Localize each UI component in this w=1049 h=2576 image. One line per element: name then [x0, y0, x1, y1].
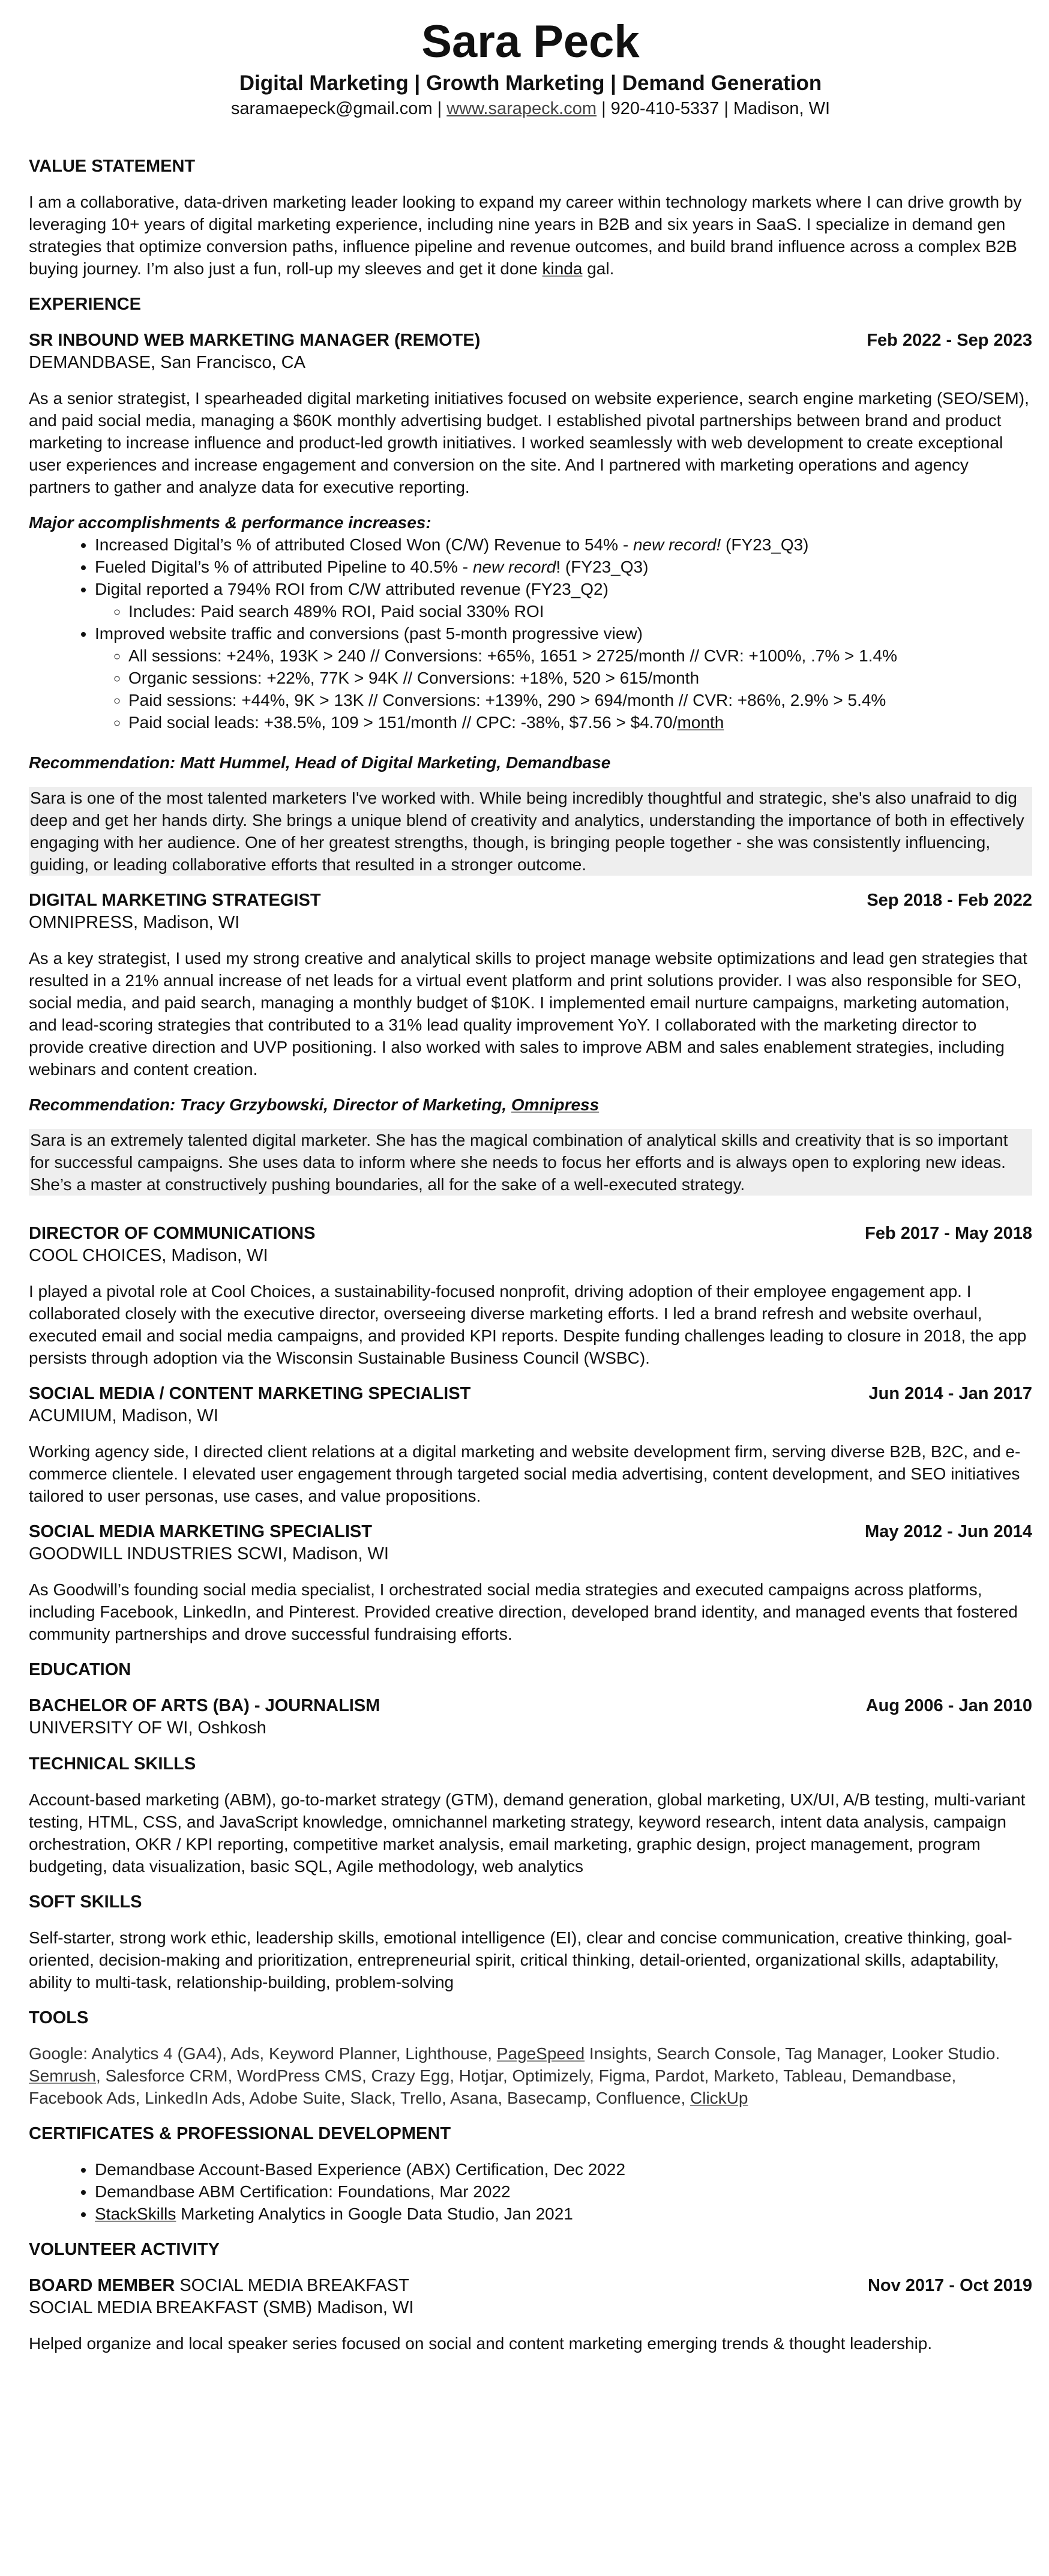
- volunteer-header: [29, 2274, 1032, 2297]
- value-statement-text: I am a collaborative, data-driven marketing leader looking to expand my career within technology markets where I can drive growth by leveraging 10+ years of digital marketing experience, including nine years in B2B and six years in SaaS. I specialize in demand gen strategies that optimize conversion paths, influence pipeline and revenue outcomes, and build brand influence across a complex B2B buying journey. I’m also just a fun, roll-up my sleeves and get it done kinda gal.: [29, 193, 1022, 278]
- job-title: DIGITAL MARKETING STRATEGIST: [29, 891, 321, 910]
- technical-skills-text: Account-based marketing (ABM), go-to-market strategy (GTM), demand generation, global marketing, UX/UI, A/B testing, multi-variant testing, HTML, CSS, and JavaScript knowledge, omnichannel marketing strategy, keyword research, intent data analysis, campaign orchestration, OKR / KPI reporting, competitive market analysis, email marketing, graphic design, project management, program budgeting, data visualization, basic SQL, Agile methodology, web analytics: [29, 1790, 1026, 1876]
- job-dates: Feb 2022 - Sep 2023: [867, 331, 1032, 350]
- resume-page: [29, 17, 1032, 2355]
- headline-tagline: Digital Marketing | Growth Marketing | Demand Generation: [239, 71, 822, 95]
- volunteer-heading: VOLUNTEER ACTIVITY: [29, 2240, 220, 2259]
- soft-skills-heading: SOFT SKILLS: [29, 1892, 142, 1912]
- job-dates: May 2012 - Jun 2014: [865, 1522, 1032, 1541]
- job-dates: Jun 2014 - Jan 2017: [868, 1384, 1032, 1403]
- certificates-list: [29, 2158, 1032, 2225]
- list-item: • Digital reported a 794% ROI from C/W attributed revenue (FY23_Q2) ◦ Includes: Paid search 489% ROI, Paid social 330% ROI: [95, 578, 1032, 622]
- job-employer: OMNIPRESS, Madison, WI: [29, 913, 240, 932]
- sub-list-item: ◦ All sessions: +24%, 193K > 240 // Conversions: +65%, 1651 > 2725/month // CVR: +100%, .7% > 1.4%: [128, 645, 1032, 667]
- volunteer-org: SOCIAL MEDIA BREAKFAST (SMB) Madison, WI: [29, 2298, 414, 2317]
- job-employer: DEMANDBASE, San Francisco, CA: [29, 353, 305, 372]
- degree-title: BACHELOR OF ARTS (BA) - JOURNALISM: [29, 1696, 380, 1715]
- sub-list-item: ◦ Paid social leads: +38.5%, 109 > 151/month // CPC: -38%, $7.56 > $4.70/month: [128, 711, 1032, 733]
- technical-skills-heading: TECHNICAL SKILLS: [29, 1754, 196, 1774]
- job-title: SR INBOUND WEB MARKETING MANAGER (REMOTE): [29, 331, 481, 350]
- job-dates: Sep 2018 - Feb 2022: [867, 891, 1032, 910]
- volunteer-dates: Nov 2017 - Oct 2019: [867, 2276, 1032, 2295]
- website-link[interactable]: www.sarapeck.com: [446, 99, 597, 118]
- job-header: [29, 889, 1032, 912]
- list-item: • Improved website traffic and conversions (past 5-month progressive view) ◦ All sessions: +24%, 193K > 240 // Conversions: +65%, 1651 > 2725/month // CVR: +100%, .7% > 1.4% ◦ Organic sessions: +22%, 77K > 94K // Conversions: +18%, 520 > 615/month ◦ Paid sessions: +44%, 9K > 13K // Conversions: +139%, 290 > 694/month // CVR: +86%, 2.9% > 5.4% ◦ Paid social leads: +38.5%, 109 > 151/month // CPC: -38%, $7.56 > $4.70/month: [95, 622, 1032, 733]
- value-statement-heading: VALUE STATEMENT: [29, 157, 196, 176]
- certificates-heading: CERTIFICATES & PROFESSIONAL DEVELOPMENT: [29, 2124, 451, 2143]
- education-heading: EDUCATION: [29, 1660, 131, 1679]
- list-item: • StackSkills Marketing Analytics in Google Data Studio, Jan 2021: [95, 2203, 1032, 2225]
- recommendation-quote: Sara is one of the most talented marketers I've worked with. While being incredibly thoughtful and strategic, she's also unafraid to dig deep and get her hands dirty. She brings a unique blend of creativity and analytics, understanding the importance of both in effectively engaging with her audience. One of her greatest strengths, though, is bringing people together - she was consistently influencing, guiding, or leading collaborative efforts that resulted in a stronger outcome.: [29, 787, 1032, 876]
- accomplishments-list: [29, 534, 1032, 733]
- job-dates: Feb 2017 - May 2018: [865, 1224, 1032, 1243]
- job-description: Working agency side, I directed client relations at a digital marketing and website development firm, serving diverse B2B, B2C, and e-commerce clientele. I elevated user engagement through targeted social media advertising, content development, and SEO initiatives tailored to user personas, use cases, and value propositions.: [29, 1442, 1021, 1505]
- job-header: [29, 1382, 1032, 1405]
- separator: |: [432, 99, 447, 118]
- job-title: SOCIAL MEDIA MARKETING SPECIALIST: [29, 1522, 372, 1541]
- location-text: Madison, WI: [733, 99, 831, 118]
- job-description: As a key strategist, I used my strong creative and analytical skills to project manage website optimizations and lead gen strategies that resulted in a 21% annual increase of net leads for a virtual event platform and print solutions provider. I was also responsible for SEO, social media, and paid search, managing a monthly budget of $10K. I implemented email nurture campaigns, marketing automation, and lead-scoring strategies that contributed to a 31% lead quality improvement YoY. I collaborated with the marketing director to provide creative direction and UVP positioning. I also worked with sales to improve ABM and sales enablement strategies, including webinars and content creation.: [29, 949, 1027, 1079]
- job-description: As a senior strategist, I spearheaded digital marketing initiatives focused on website experience, search engine marketing (SEO/SEM), and paid social media, managing a $60K monthly advertising budget. I established pivotal partnerships between brand and product marketing to increase influence and product-led growth initiatives. I worked seamlessly with web development to create exceptional user experiences and increase engagement and conversion on the site. And I partnered with marketing operations and agency partners to gather and analyze data for executive reporting.: [29, 389, 1029, 496]
- sub-list-item: ◦ Organic sessions: +22%, 77K > 94K // Conversions: +18%, 520 > 615/month: [128, 667, 1032, 689]
- list-item: • Demandbase ABM Certification: Foundations, Mar 2022: [95, 2180, 1032, 2203]
- phone-text: 920-410-5337: [610, 99, 720, 118]
- job-employer: GOODWILL INDUSTRIES SCWI, Madison, WI: [29, 1544, 389, 1563]
- job-description: As Goodwill’s founding social media specialist, I orchestrated social media strategies and executed campaigns across platforms, including Facebook, LinkedIn, and Pinterest. Provided creative direction, developed brand identity, and managed events that fostered community partnerships and drove successful fundraising efforts.: [29, 1580, 1018, 1643]
- job-header: [29, 329, 1032, 352]
- job-header: [29, 1222, 1032, 1245]
- list-item: • Fueled Digital’s % of attributed Pipeline to 40.5% - new record! (FY23_Q3): [95, 556, 1032, 578]
- job-description: I played a pivotal role at Cool Choices, a sustainability-focused nonprofit, driving adoption of their employee engagement app. I collaborated closely with the executive director, overseeing diverse marketing efforts. I led a brand refresh and website overhaul, executed email and social media campaigns, and provided KPI reports. Despite funding challenges leading to closure in 2018, the app persists through adoption via the Wisconsin Sustainable Business Council (WSBC).: [29, 1282, 1027, 1367]
- accomplishments-heading: Major accomplishments & performance increases:: [29, 513, 431, 532]
- sub-list-item: ◦ Paid sessions: +44%, 9K > 13K // Conversions: +139%, 290 > 694/month // CVR: +86%, 2.9% > 5.4%: [128, 689, 1032, 711]
- job-header: [29, 1520, 1032, 1543]
- candidate-name: Sara Peck: [421, 16, 640, 67]
- recommendation-heading: Recommendation: Tracy Grzybowski, Director of Marketing, Omnipress: [29, 1095, 600, 1114]
- tools-text: Google: Analytics 4 (GA4), Ads, Keyword Planner, Lighthouse, PageSpeed Insights, Search Console, Tag Manager, Looker Studio. Semrush, Salesforce CRM, WordPress CMS, Crazy Egg, Hotjar, Optimizely, Figma, Pardot, Marketo, Tableau, Demandbase, Facebook Ads, LinkedIn Ads, Adobe Suite, Slack, Trello, Asana, Basecamp, Confluence, ClickUp: [29, 2044, 1000, 2107]
- separator: |: [597, 99, 611, 118]
- tools-heading: TOOLS: [29, 2008, 89, 2027]
- volunteer-role: BOARD MEMBER: [29, 2276, 175, 2295]
- list-item: • Demandbase Account-Based Experience (ABX) Certification, Dec 2022: [95, 2158, 1032, 2180]
- job-title: SOCIAL MEDIA / CONTENT MARKETING SPECIALIST: [29, 1384, 471, 1403]
- list-item: • Increased Digital’s % of attributed Closed Won (C/W) Revenue to 54% - new record! (FY23_Q3): [95, 534, 1032, 556]
- separator: |: [719, 99, 733, 118]
- soft-skills-text: Self-starter, strong work ethic, leadership skills, emotional intelligence (EI), clear and concise communication, creative thinking, goal-oriented, decision-making and prioritization, entrepreneurial spirit, critical thinking, detail-oriented, organizational skills, adaptability, ability to multi-task, relationship-building, problem-solving: [29, 1928, 1012, 1991]
- job-employer: COOL CHOICES, Madison, WI: [29, 1246, 268, 1265]
- contact-line: [29, 97, 1032, 120]
- experience-heading: EXPERIENCE: [29, 295, 141, 314]
- recommendation-heading: Recommendation: Matt Hummel, Head of Digital Marketing, Demandbase: [29, 753, 611, 772]
- degree-header: [29, 1694, 1032, 1717]
- sub-list-item: ◦ Includes: Paid search 489% ROI, Paid social 330% ROI: [128, 600, 1032, 622]
- email-text: saramaepeck@gmail.com: [230, 99, 433, 118]
- recommendation-quote: Sara is an extremely talented digital marketer. She has the magical combination of analytical skills and creativity that is so important for successful campaigns. She uses data to inform where she needs to focus her efforts and is always open to exploring new ideas. She’s a master at constructively pushing boundaries, all for the sake of a well-executed strategy.: [29, 1129, 1032, 1196]
- job-employer: ACUMIUM, Madison, WI: [29, 1406, 218, 1425]
- volunteer-role-org: SOCIAL MEDIA BREAKFAST: [175, 2276, 409, 2295]
- volunteer-description: Helped organize and local speaker series focused on social and content marketing emerging trends & thought leadership.: [29, 2334, 933, 2353]
- job-title: DIRECTOR OF COMMUNICATIONS: [29, 1224, 316, 1243]
- school-name: UNIVERSITY OF WI, Oshkosh: [29, 1718, 266, 1738]
- degree-dates: Aug 2006 - Jan 2010: [865, 1696, 1032, 1715]
